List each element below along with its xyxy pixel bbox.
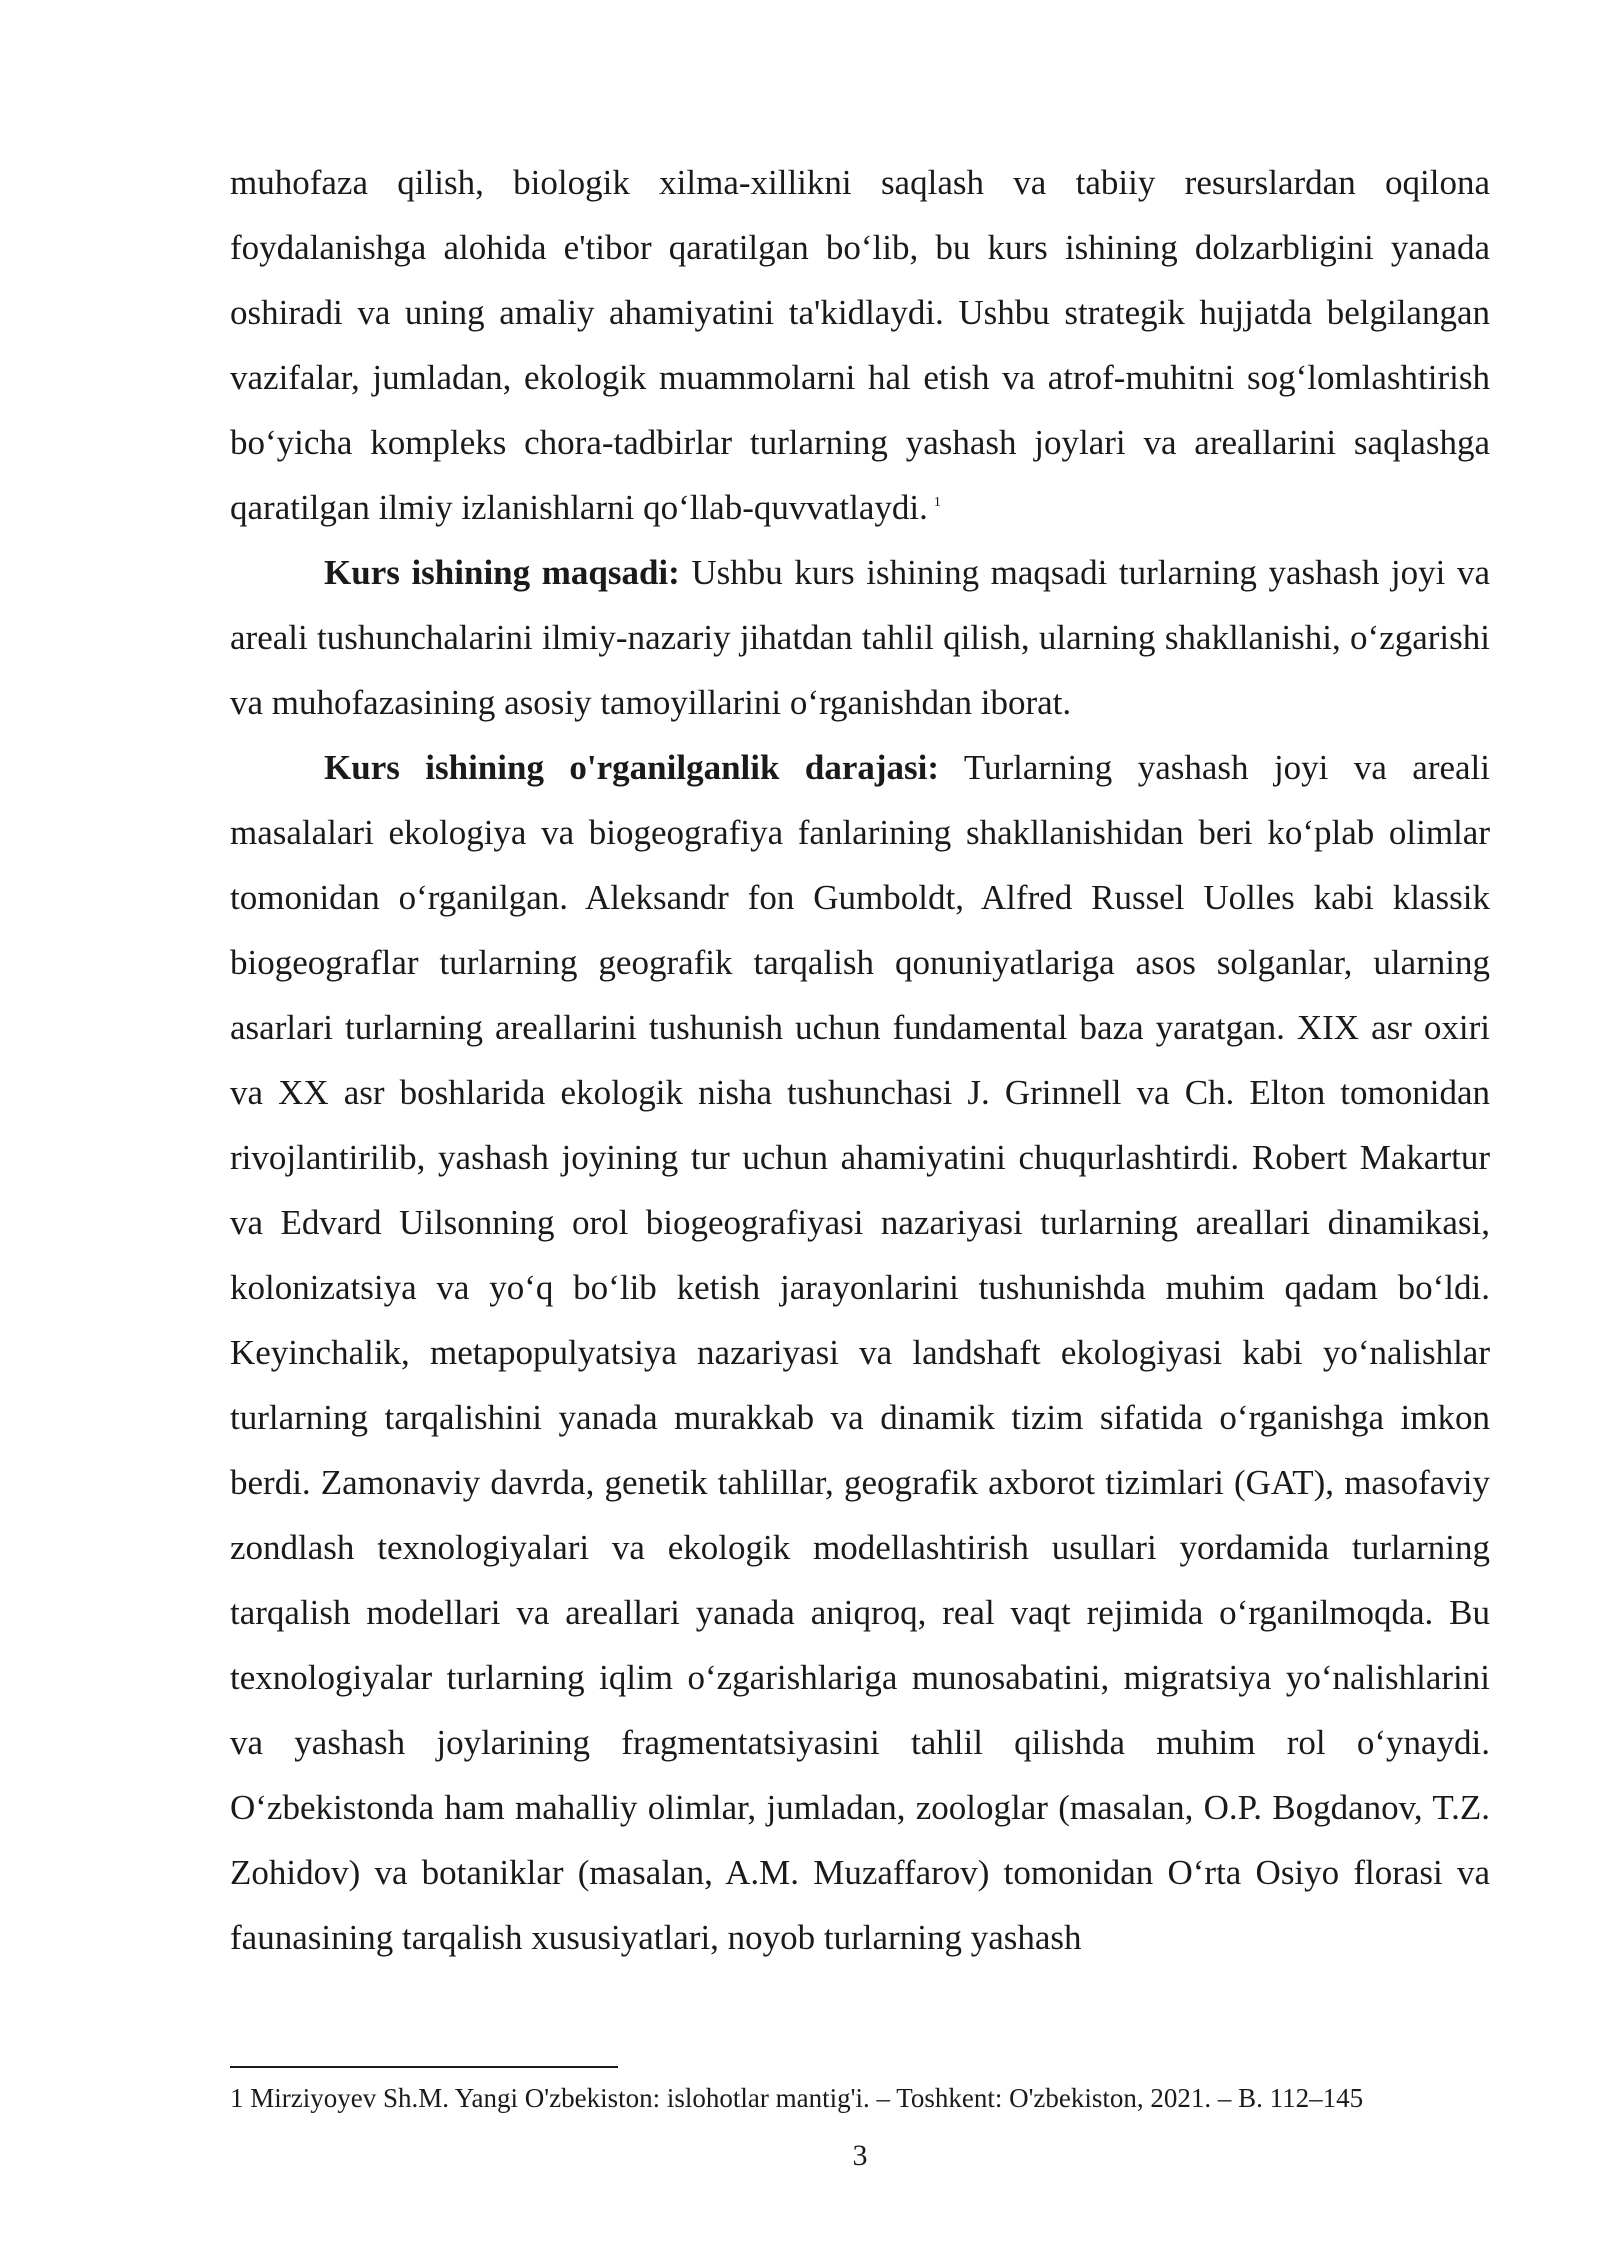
study-level-paragraph xyxy=(230,735,1490,1970)
footnote-reference: 1 xyxy=(933,495,941,511)
study-level-heading: Kurs ishining o'rganilganlik darajasi: xyxy=(324,748,940,787)
intro-paragraph xyxy=(230,150,1490,540)
intro-paragraph-text: muhofaza qilish, biologik xilma-xillikni saqlash va tabiiy resurslardan oqilona foydalanishga alohida e'tibor qaratilgan bo‘lib, bu kurs ishining dolzarbligini yanada oshiradi va uning amaliy ahamiyatini ta'kidlaydi. Ushbu strategik hujjatda belgilangan vazifalar, jumladan, ekologik muammolarni hal etish va atrof-muhitni sog‘lomlashtirish bo‘yicha kompleks chora-tadbirlar turlarning yashash joylari va areallarini saqlashga qaratilgan ilmiy izlanishlarni qo‘llab-quvvatlaydi. xyxy=(230,163,1490,527)
goal-heading: Kurs ishining maqsadi: xyxy=(324,553,680,592)
footnote-divider xyxy=(230,2066,618,2068)
study-level-text: Turlarning yashash joyi va areali masalalari ekologiya va biogeografiya fanlarining shakllanishidan beri ko‘plab olimlar tomonidan o‘rganilgan. Aleksandr fon Gumboldt, Alfred Russel Uolles kabi klassik biogeograflar turlarning geografik tarqalish qonuniyatlariga asos solganlar, ularning asarlari turlarning areallarini tushunish uchun fundamental baza yaratgan. XIX asr oxiri va XX asr boshlarida ekologik nisha tushunchasi J. Grinnell va Ch. Elton tomonidan rivojlantirilib, yashash joyining tur uchun ahamiyatini chuqurlashtirdi. Robert Makartur va Edvard Uilsonning orol biogeografiyasi nazariyasi turlarning areallari dinamikasi, kolonizatsiya va yo‘q bo‘lib ketish jarayonlarini tushunishda muhim qadam bo‘ldi. Keyinchalik, metapopulyatsiya nazariyasi va landshaft ekologiyasi kabi yo‘nalishlar turlarning tarqalishini yanada murakkab va dinamik tizim sifatida o‘rganishga imkon berdi. Zamonaviy davrda, genetik tahlillar, geografik axborot tizimlari (GAT), masofaviy zondlash texnologiyalari va ekologik modellashtirish usullari yordamida turlarning tarqalish modellari va areallari yanada aniqroq, real vaqt rejimida o‘rganilmoqda. Bu texnologiyalar turlarning iqlim o‘zgarishlariga munosabatini, migratsiya yo‘nalishlarini va yashash joylarining fragmentatsiyasini tahlil qilishda muhim rol o‘ynaydi. O‘zbekistonda ham mahalliy olimlar, jumladan, zoologlar (masalan, O.P. Bogdanov, T.Z. Zohidov) va botaniklar (masalan, A.M. Muzaffarov) tomonidan O‘rta Osiyo florasi va faunasining tarqalish xususiyatlari, noyob turlarning yashash xyxy=(230,748,1490,1957)
goal-text: Ushbu kurs ishining maqsadi turlarning yashash joyi va areali tushunchalarini ilmiy-nazariy jihatdan tahlil qilish, ularning shakllanishi, o‘zgarishi va muhofazasining asosiy tamoyillarini o‘rganishdan iborat. xyxy=(230,553,1490,722)
page-number: 3 xyxy=(852,2139,868,2172)
goal-paragraph xyxy=(230,540,1490,735)
footnote: 1 Mirziyoyev Sh.M. Yangi O'zbekiston: islohotlar mantig'i. – Toshkent: O'zbekiston, 2021. – B. 112–145 xyxy=(230,2083,1364,2113)
body-text xyxy=(230,150,1490,1970)
